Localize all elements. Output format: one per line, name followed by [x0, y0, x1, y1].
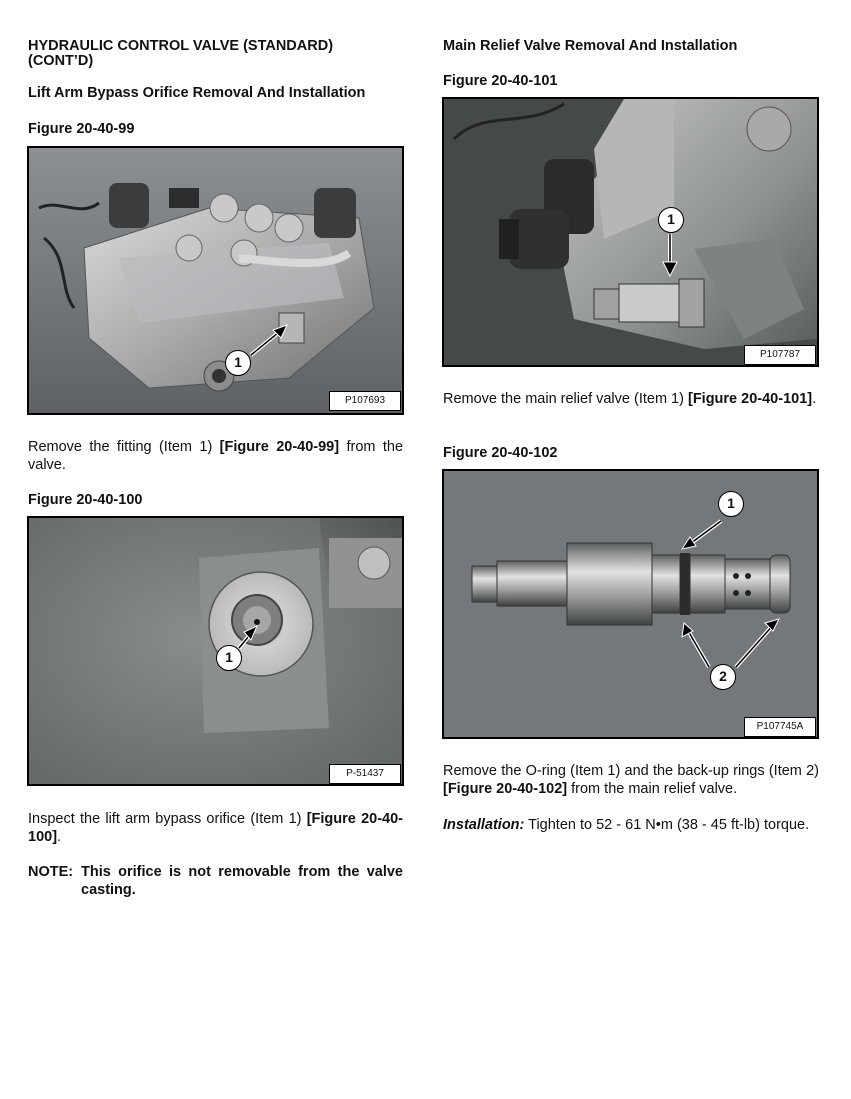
callout-item-1: 1	[216, 645, 242, 671]
figure-ref: [Figure 20-40-102]	[443, 781, 568, 797]
para-text: from the valve.	[28, 439, 404, 473]
para-text: from the main relief valve.	[567, 781, 738, 797]
figure-ref: [Figure 20-40-99]	[219, 439, 340, 455]
section-title	[28, 39, 408, 69]
callout-item-1: 1	[658, 207, 684, 233]
figure-20-40-100-photo	[27, 516, 404, 786]
control-valve-image	[29, 148, 402, 413]
para-remove-fitting	[28, 438, 403, 474]
figure-20-40-102-label: Figure 20-40-102	[443, 445, 558, 461]
para-text: .	[812, 391, 817, 407]
figure-20-40-99-photo	[27, 146, 404, 415]
photo-code: P-51437	[329, 764, 401, 784]
figure-20-40-102-photo	[442, 469, 819, 739]
para-text: Inspect the lift arm bypass orifice (Item 1)	[28, 811, 307, 827]
section-title-line2: (CONT’D)	[28, 53, 94, 69]
figure-ref: [Figure 20-40-101]	[687, 391, 813, 407]
figure-20-40-101-label: Figure 20-40-101	[443, 73, 558, 89]
figure-ref: [Figure 20-40-100]	[28, 811, 403, 845]
relief-valve-cartridge-image	[444, 471, 817, 737]
installation-torque	[443, 816, 833, 834]
para-text: Remove the main relief valve (Item 1)	[443, 391, 688, 407]
callout-item-1: 1	[225, 350, 251, 376]
main-relief-valve-image	[444, 99, 817, 365]
para-text: Remove the O-ring (Item 1) and the back-up rings (Item 2)	[443, 763, 819, 779]
note-prefix: NOTE:	[28, 864, 74, 880]
para-remove-o-ring	[443, 762, 819, 798]
lift-arm-subsection-title: Lift Arm Bypass Orifice Removal And Installation	[28, 85, 366, 101]
para-remove-relief-valve	[443, 390, 819, 408]
section-title-line1: HYDRAULIC CONTROL VALVE (STANDARD)	[28, 38, 334, 54]
callout-item-2: 2	[710, 664, 736, 690]
note	[28, 863, 403, 899]
main-relief-subsection-title: Main Relief Valve Removal And Installation	[443, 38, 738, 54]
installation-text: Tighten to 52 - 61 N•m (38 - 45 ft-lb) torque.	[524, 817, 810, 833]
callout-item-1: 1	[718, 491, 744, 517]
bypass-orifice-image	[29, 518, 402, 784]
figure-20-40-100-label: Figure 20-40-100	[28, 492, 143, 508]
installation-label: Installation:	[443, 817, 525, 833]
note-text: This orifice is not removable from the valve casting.	[81, 864, 403, 898]
photo-code: P107745A	[744, 717, 816, 737]
figure-20-40-101-photo	[442, 97, 819, 367]
para-text: Remove the fitting (Item 1)	[28, 439, 220, 455]
figure-20-40-99-label: Figure 20-40-99	[28, 121, 135, 137]
para-text: .	[57, 829, 62, 845]
photo-code: P107787	[744, 345, 816, 365]
para-inspect-orifice	[28, 810, 403, 846]
photo-code: P107693	[329, 391, 401, 411]
